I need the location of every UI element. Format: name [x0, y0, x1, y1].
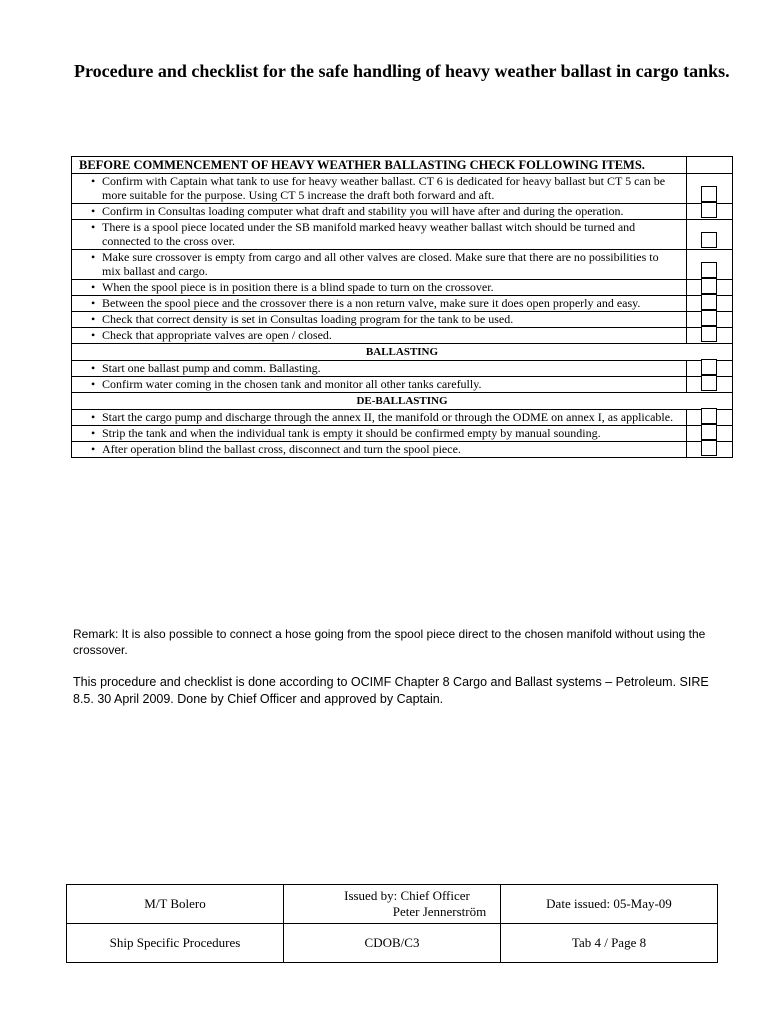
checklist-item	[72, 442, 687, 458]
footer-row-1	[67, 885, 718, 924]
checklist-item-row	[72, 328, 733, 344]
checklist-header: BEFORE COMMENCEMENT OF HEAVY WEATHER BALLASTING CHECK FOLLOWING ITEMS.	[72, 157, 687, 174]
issued-by-name: Peter Jennerström	[392, 904, 487, 919]
checklist-item-row	[72, 296, 733, 312]
checkbox[interactable]	[701, 440, 717, 456]
checkbox[interactable]	[701, 359, 717, 375]
checkbox-cell	[687, 250, 733, 280]
checkbox-cell	[687, 174, 733, 204]
bullet-icon: •	[91, 361, 96, 375]
checklist-item-text: When the spool piece is in position there is a blind spade to turn on the crossover.	[102, 280, 494, 294]
issued-by-title: Issued by: Chief Officer	[344, 888, 470, 903]
issued-by	[284, 885, 501, 924]
bullet-icon: •	[91, 204, 96, 218]
document-title: Procedure and checklist for the safe handling of heavy weather ballast in cargo tanks.	[74, 61, 730, 81]
bullet-icon: •	[91, 442, 96, 456]
checkbox[interactable]	[701, 326, 717, 342]
checklist-item-row	[72, 204, 733, 220]
checkbox[interactable]	[701, 278, 717, 294]
header-empty-cell	[687, 157, 733, 174]
section-row	[72, 344, 733, 361]
checkbox[interactable]	[701, 186, 717, 202]
checklist-item	[72, 280, 687, 296]
checkbox-cell	[687, 442, 733, 458]
checkbox[interactable]	[701, 424, 717, 440]
bullet-icon: •	[91, 280, 96, 294]
checklist-item	[72, 204, 687, 220]
checklist-item-text: Start one ballast pump and comm. Ballasting.	[102, 361, 321, 375]
bullet-icon: •	[91, 250, 96, 264]
bullet-icon: •	[91, 328, 96, 342]
checklist-item-row	[72, 442, 733, 458]
checkbox[interactable]	[701, 294, 717, 310]
checklist-item-text: Confirm in Consultas loading computer what draft and stability you will have after and during the operation.	[102, 204, 624, 218]
document-code: CDOB/C3	[284, 924, 501, 963]
checklist-item	[72, 410, 687, 426]
checklist-item-row	[72, 361, 733, 377]
bullet-icon: •	[91, 174, 96, 188]
bullet-icon: •	[91, 426, 96, 440]
checklist-item	[72, 296, 687, 312]
checkbox-cell	[687, 204, 733, 220]
checklist-item-text: Strip the tank and when the individual tank is empty it should be confirmed empty by manual sounding.	[102, 426, 601, 440]
page-number: Tab 4 / Page 8	[501, 924, 718, 963]
checkbox[interactable]	[701, 232, 717, 248]
procedures-label: Ship Specific Procedures	[67, 924, 284, 963]
checklist-item	[72, 250, 687, 280]
checkbox[interactable]	[701, 310, 717, 326]
checkbox[interactable]	[701, 202, 717, 218]
checklist-header-row	[72, 157, 733, 174]
checklist-item	[72, 361, 687, 377]
footer-row-2	[67, 924, 718, 963]
checkbox[interactable]	[701, 375, 717, 391]
checklist-item-row	[72, 250, 733, 280]
checkbox[interactable]	[701, 408, 717, 424]
date-issued: Date issued: 05-May-09	[501, 885, 718, 924]
checklist-item-row	[72, 220, 733, 250]
section-row	[72, 393, 733, 410]
checklist-item-text: Check that correct density is set in Consultas loading program for the tank to be used.	[102, 312, 514, 326]
checklist-item-row	[72, 377, 733, 393]
checklist-item	[72, 312, 687, 328]
section-heading: DE-BALLASTING	[72, 393, 733, 410]
bullet-icon: •	[91, 377, 96, 391]
bullet-icon: •	[91, 220, 96, 234]
checklist-item-row	[72, 312, 733, 328]
checklist-item-text: Confirm water coming in the chosen tank and monitor all other tanks carefully.	[102, 377, 482, 391]
checklist-item-row	[72, 426, 733, 442]
checklist-item	[72, 174, 687, 204]
checkbox-cell	[687, 220, 733, 250]
checklist-item-text: Confirm with Captain what tank to use for heavy weather ballast. CT 6 is dedicated for heavy ballast but CT 5 can be more suitable for the purpose. Using CT 5 increase the draft both forward and aft.	[102, 174, 666, 202]
checklist-item-text: Start the cargo pump and discharge through the annex II, the manifold or through the ODME on annex I, as applicable.	[102, 410, 674, 424]
checklist-item	[72, 426, 687, 442]
checklist-item-text: There is a spool piece located under the SB manifold marked heavy weather ballast witch should be turned and connected to the cross over.	[102, 220, 636, 248]
checklist-table	[71, 156, 733, 458]
ship-name: M/T Bolero	[67, 885, 284, 924]
checklist-item-row	[72, 410, 733, 426]
remark-text: Remark: It is also possible to connect a hose going from the spool piece direct to the chosen manifold without using the crossover.	[73, 627, 706, 657]
section-heading: BALLASTING	[72, 344, 733, 361]
checklist-body	[72, 157, 733, 458]
bullet-icon: •	[91, 410, 96, 424]
checklist-item-row	[72, 280, 733, 296]
checklist-item	[72, 220, 687, 250]
checklist-item-row	[72, 174, 733, 204]
bullet-icon: •	[91, 296, 96, 310]
checklist-item-text: Make sure crossover is empty from cargo and all other valves are closed. Make sure that there are no possibilities to mix ballast and cargo.	[102, 250, 659, 278]
checklist-item-text: Between the spool piece and the crossover there is a non return valve, make sure it does open properly and easy.	[102, 296, 641, 310]
checkbox[interactable]	[701, 262, 717, 278]
checklist-item-text: Check that appropriate valves are open / closed.	[102, 328, 332, 342]
checkbox-cell	[687, 377, 733, 393]
footer-table	[66, 884, 718, 963]
checklist-item	[72, 377, 687, 393]
bullet-icon: •	[91, 312, 96, 326]
checklist-item-text: After operation blind the ballast cross, disconnect and turn the spool piece.	[102, 442, 461, 456]
checkbox-cell	[687, 328, 733, 344]
checklist-item	[72, 328, 687, 344]
procedure-note: This procedure and checklist is done according to OCIMF Chapter 8 Cargo and Ballast systems – Petroleum. SIRE 8.5. 30 April 2009. Done by Chief Officer and approved by Captain.	[73, 675, 709, 706]
